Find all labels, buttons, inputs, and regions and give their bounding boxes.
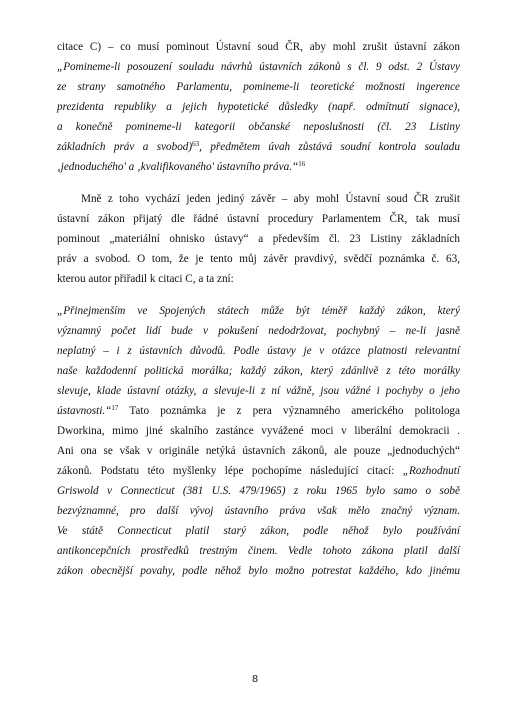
italic-text: Ve státě Connecticut platil starý zákon, podle něhož bylo používání xyxy=(57,525,460,537)
text-line xyxy=(57,229,460,249)
text-line xyxy=(57,209,460,229)
text-line xyxy=(57,137,460,157)
italic-text: základních práv a svobod) xyxy=(57,141,193,153)
page-number: 8 xyxy=(252,673,258,685)
italic-text: „Přinejmenším ve Spojených státech může být téměř každý zákon, který xyxy=(57,305,460,317)
italic-text: prezidenta republiky a jejich hypotetické důsledky (např. odmítnutí signace), xyxy=(57,101,460,113)
text-line xyxy=(57,401,460,421)
italic-text: „Pomineme-li posouzení souladu návrhů ústavních zákonů s čl. 9 odst. 2 Ústavy xyxy=(57,61,460,73)
text-line xyxy=(57,341,460,361)
footnote-ref: 17 xyxy=(111,404,119,412)
italic-text: ústavnosti.“ xyxy=(57,405,112,417)
text-line xyxy=(57,361,460,381)
text-run: kterou autor přiřadil k citaci C, a ta zní: xyxy=(57,273,234,285)
text-run: zákonů. Podstatu této myšlenky lépe pochopíme následující citací: xyxy=(57,465,403,477)
text-line xyxy=(57,521,460,541)
text-run: práv a svobod. O tom, že je tento můj závěr pravdivý, svědčí poznámka č. 63, xyxy=(57,253,460,265)
italic-text: , předmětem úvah zůstává soudní kontrola souladu xyxy=(199,141,460,153)
italic-text: významný počet lidí bude v pokušení nedodržovat, pochybný – ne-li jasně xyxy=(57,325,460,337)
text-run: citace C) – co musí pominout Ústavní soud ČR, aby mohl zrušit ústavní zákon xyxy=(57,41,460,53)
text-line xyxy=(57,381,460,401)
text-line xyxy=(57,77,460,97)
italic-text: a konečně pomineme-li kategorii občanské neposlušnosti (čl. 23 Listiny xyxy=(57,121,460,133)
footnote-ref: 63 xyxy=(192,140,200,148)
italic-text: bezvýznamné, pro další vývoj ústavního práva však mělo značný význam. xyxy=(57,505,460,517)
text-run: ústavní zákon přijatý dle řádné ústavní procedury Parlamentem ČR, tak musí xyxy=(57,213,460,225)
text-line xyxy=(57,37,460,57)
document-page xyxy=(57,37,460,581)
text-line xyxy=(57,501,460,521)
italic-text: antikoncepčních prostředků trestným činem. Vedle tohoto zákona platil další xyxy=(57,545,460,557)
text-line xyxy=(57,57,460,77)
text-line xyxy=(57,561,460,581)
text-run: Tato poznámka je z pera významného amerického politologa xyxy=(118,405,460,417)
italic-text: Griswold v Connecticut (381 U.S. 479/1965) z roku 1965 bylo samo o sobě xyxy=(57,485,460,497)
text-line xyxy=(57,269,460,289)
text-run: Mně z toho vychází jeden jediný závěr – aby mohl Ústavní soud ČR zrušit xyxy=(81,193,460,205)
text-line xyxy=(57,189,460,209)
italic-text: ‚jednoduchého' a ‚kvalifikovaného' ústavního práva.“ xyxy=(57,161,299,173)
italic-text: naše každodenní politická morálka; každý zákon, který zdánlivě z této morálky xyxy=(57,365,460,377)
text-line xyxy=(57,157,460,177)
text-line xyxy=(57,117,460,137)
text-line xyxy=(57,249,460,269)
paragraph-gap xyxy=(57,289,460,301)
italic-text: ze strany samotného Parlamentu, pomineme-li teoretické možnosti ingerence xyxy=(57,81,460,93)
paragraph-gap xyxy=(57,177,460,189)
text-line xyxy=(57,97,460,117)
text-line xyxy=(57,301,460,321)
italic-text: „Rozhodnutí xyxy=(402,465,460,477)
text-line xyxy=(57,421,460,441)
text-run: Dworkina, mimo jiné skalního zastánce vyvážené moci v liberální demokracii . xyxy=(57,425,460,437)
text-line xyxy=(57,461,460,481)
italic-text: zákon obecnější povahy, podle něhož bylo možno potrestat každého, kdo jinému xyxy=(57,565,460,577)
text-run: pominout „materiální ohnisko ústavy“ a především čl. 23 Listiny základních xyxy=(57,233,460,245)
text-run: Ani ona se však v originále netýká ústavních zákonů, ale pouze „jednoduchých“ xyxy=(57,445,460,457)
text-line xyxy=(57,321,460,341)
italic-text: neplatný – i z ústavních důvodů. Podle ústavy je v otázce platnosti relevantní xyxy=(57,345,460,357)
footnote-ref: 16 xyxy=(298,160,306,168)
text-line xyxy=(57,441,460,461)
text-line xyxy=(57,541,460,561)
italic-text: slevuje, klade ústavní otázky, a slevuje-li z ní vážně, jsou vážné i pochyby o jeho xyxy=(57,385,460,397)
text-line xyxy=(57,481,460,501)
